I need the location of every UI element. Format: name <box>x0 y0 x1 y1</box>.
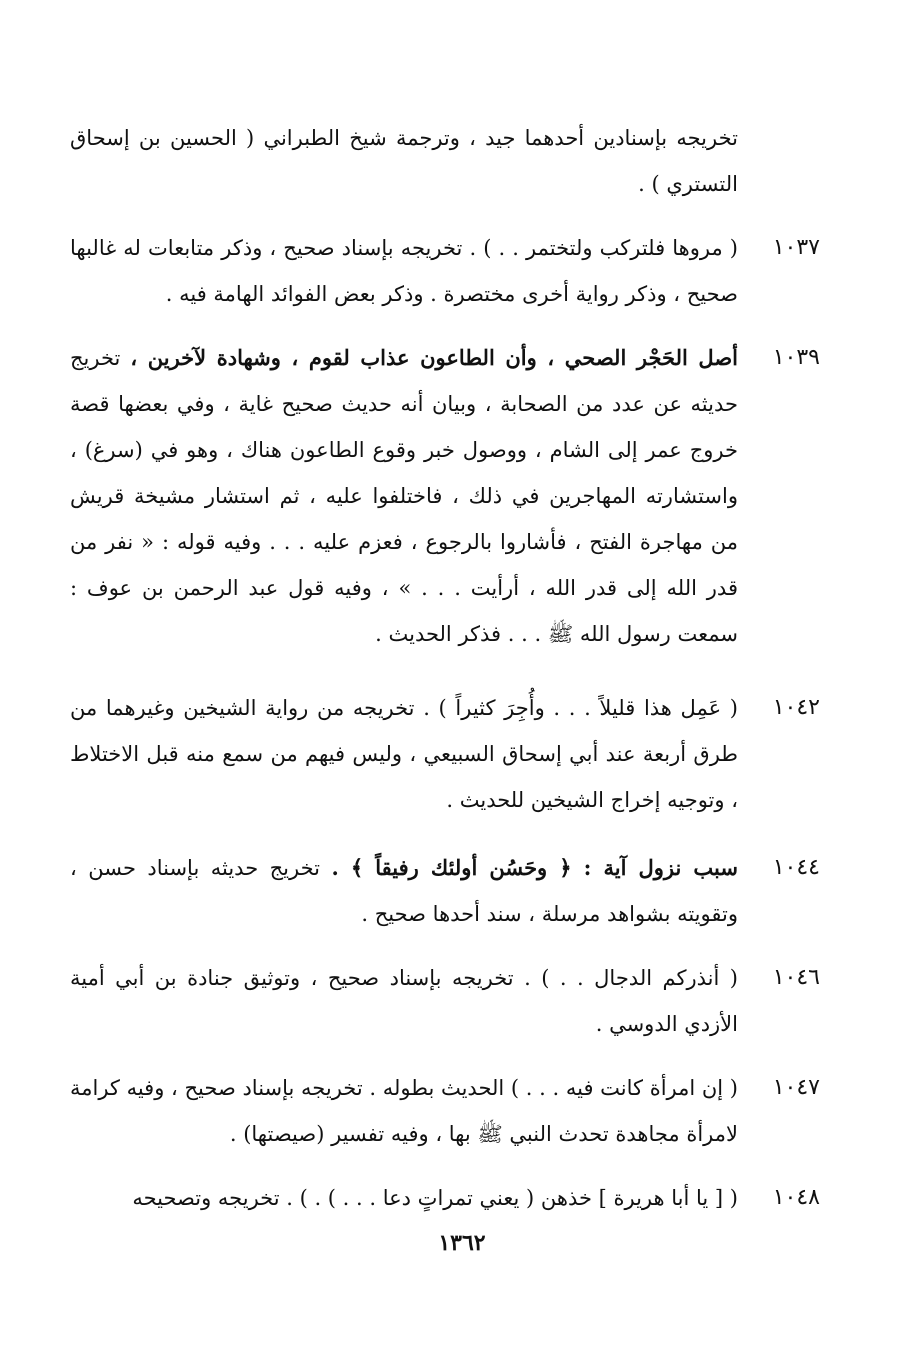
entry-number: ١٠٤٦ <box>772 965 820 990</box>
entry-text: ( [ يا أبا هريرة ] خذهن ( يعني تمراتٍ دعا . . . ) . ) . تخريجه وتصحيحه <box>132 1186 738 1210</box>
entry-text <box>70 845 738 937</box>
entry-text: ( مروها فلتركب ولتختمر . . ) . تخريجه بإسناد صحيح ، وذكر متابعات له غالبها صحيح ، وذكر رواية أخرى مختصرة . وذكر بعض الفوائد الهامة فيه . <box>70 236 738 306</box>
entry-number: ١٠٤٨ <box>772 1185 820 1210</box>
entry-number: ١٠٤٢ <box>772 695 820 720</box>
entry-number: ١٠٤٧ <box>772 1075 820 1100</box>
entry-body: تخريج حديثه عن عدد من الصحابة ، وبيان أنه حديث صحيح غاية ، وفي بعضها قصة خروج عمر إلى الشام ، ووصول خبر وقوع الطاعون هناك ، وهو في (سرغ) ، واستشارته المهاجرين في ذلك ، فاختلفوا عليه ، ثم استشار مشيخة قريش من مهاجرة الفتح ، فأشاروا بالرجوع ، فعزم عليه . . . وفيه قوله : « نفر من قدر الله إلى قدر الله ، أرأيت . . . » ، وفيه قول عبد الرحمن بن عوف : سمعت رسول الله ﷺ . . . فذكر الحديث . <box>70 346 738 646</box>
entry-text: ( إن امرأة كانت فيه . . . ) الحديث بطوله . تخريجه بإسناد صحيح ، وفيه كرامة لامرأة مجاهدة تحدث النبي ﷺ بها ، وفيه تفسير (صيصتها) . <box>69 1076 738 1146</box>
entry-title: سبب نزول آية : ﴿ وحَسُن أولئك رفيقاً ﴾ . <box>331 855 738 880</box>
entry-text <box>70 335 738 657</box>
entry-body: تخريج حديثه بإسناد حسن ، وتقويته بشواهد مرسلة ، سند أحدها صحيح . <box>70 856 738 926</box>
entry-title: أصل الحَجْر الصحي ، وأن الطاعون عذاب لقوم ، وشهادة لآخرين ، <box>130 345 738 370</box>
entry-text: تخريجه بإسنادين أحدهما جيد ، وترجمة شيخ الطبراني ( الحسين بن إسحاق التستري ) . <box>70 126 738 196</box>
page-number: ١٣٦٢ <box>438 1230 486 1256</box>
entry-number: ١٠٤٤ <box>772 855 820 880</box>
entry-number: ١٠٣٧ <box>772 235 820 260</box>
entry-text: ( أنذركم الدجال . . ) . تخريجه بإسناد صحيح ، وتوثيق جنادة بن أبي أمية الأزدي الدوسي . <box>70 966 738 1036</box>
entry-number: ١٠٣٩ <box>772 345 820 370</box>
entry-text: ( عَمِل هذا قليلاً . . . وأُجِرَ كثيراً ) . تخريجه من رواية الشيخين وغيرهما من طرق أربعة عند أبي إسحاق السبيعي ، وليس فيهم من سمع منه قبل الاختلاط ، وتوجيه إخراج الشيخين للحديث . <box>70 696 738 812</box>
